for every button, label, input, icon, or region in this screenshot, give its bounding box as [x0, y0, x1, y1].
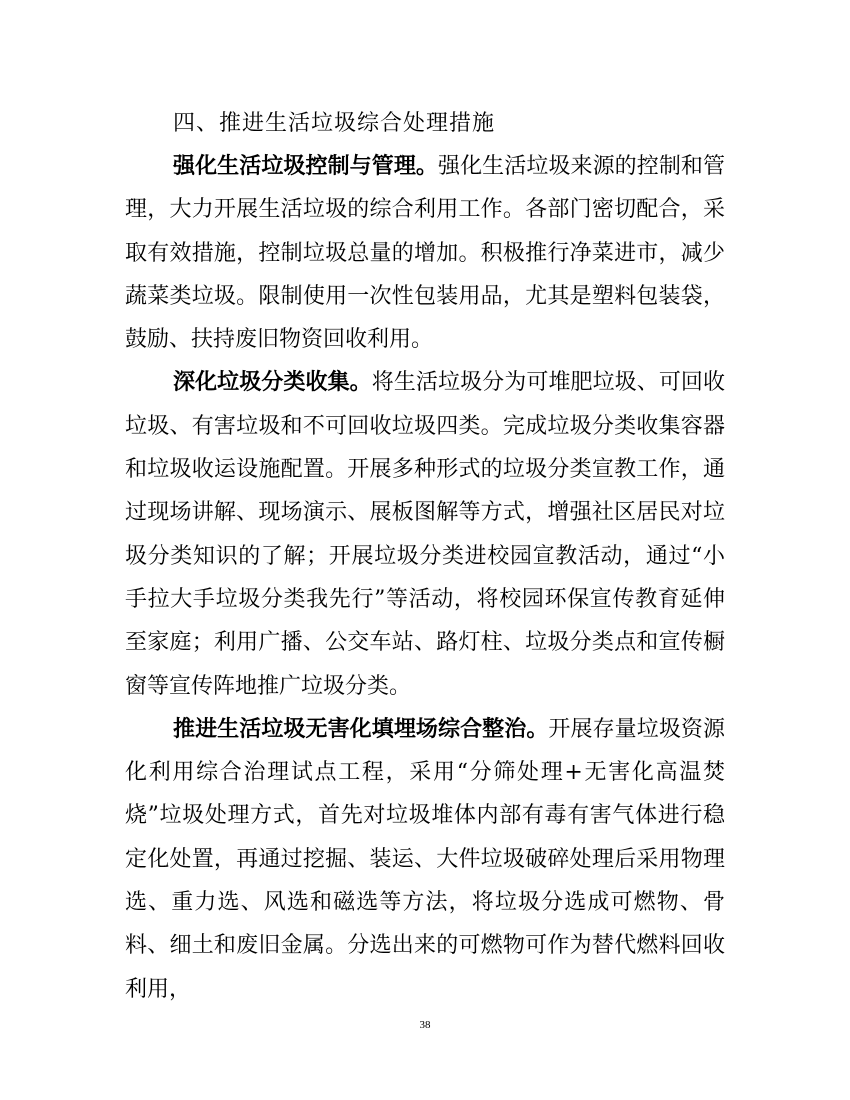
paragraph-lead: 强化生活垃圾控制与管理。 [173, 154, 438, 179]
paragraph-text: 将生活垃圾分为可堆肥垃圾、可回收垃圾、有害垃圾和不可回收垃圾四类。完成垃圾分类收集容器和垃圾收运设施配置。开展多种形式的垃圾分类宣教工作，通过现场讲解、现场演示、展板图解等方式，增强社区居民对垃圾分类知识的了解；开展垃圾分类进校园宣教活动，通过“小手拉大手垃圾分类我先行”等活动，将校园环保宣传教育延伸至家庭；利用广播、公交车站、路灯柱、垃圾分类点和宣传橱窗等宣传阵地推广垃圾分类。 [125, 370, 725, 699]
paragraph-waste-control [125, 145, 725, 361]
paragraph-waste-sorting [125, 361, 725, 707]
paragraph-lead: 深化垃圾分类收集。 [173, 370, 372, 396]
paragraph-text: 开展存量垃圾资源化利用综合治理试点工程，采用“分筛处理+无害化高温焚烧”垃圾处理方式，首先对垃圾堆体内部有毒有害气体进行稳定化处置，再通过挖掘、装运、大件垃圾破碎处理后采用物理选、重力选、风选和磁选等方法，将垃圾分选成可燃物、骨料、细土和废旧金属。分选出来的可燃物可作为替代燃料回收利用， [125, 716, 725, 1002]
paragraph-landfill-remediation [125, 708, 725, 1011]
page-number: 38 [419, 1019, 431, 1031]
paragraph-lead: 推进生活垃圾无害化填埋场综合整治。 [173, 716, 549, 742]
section-heading: 四、推进生活垃圾综合处理措施 [173, 111, 496, 136]
paragraph-text: 强化生活垃圾来源的控制和管理，大力开展生活垃圾的综合利用工作。各部门密切配合，采取有效措施，控制垃圾总量的增加。积极推行净菜进市，减少蔬菜类垃圾。限制使用一次性包装用品，尤其是塑料包装袋，鼓励、扶持废旧物资回收利用。 [125, 154, 725, 353]
page-body [125, 102, 725, 1011]
